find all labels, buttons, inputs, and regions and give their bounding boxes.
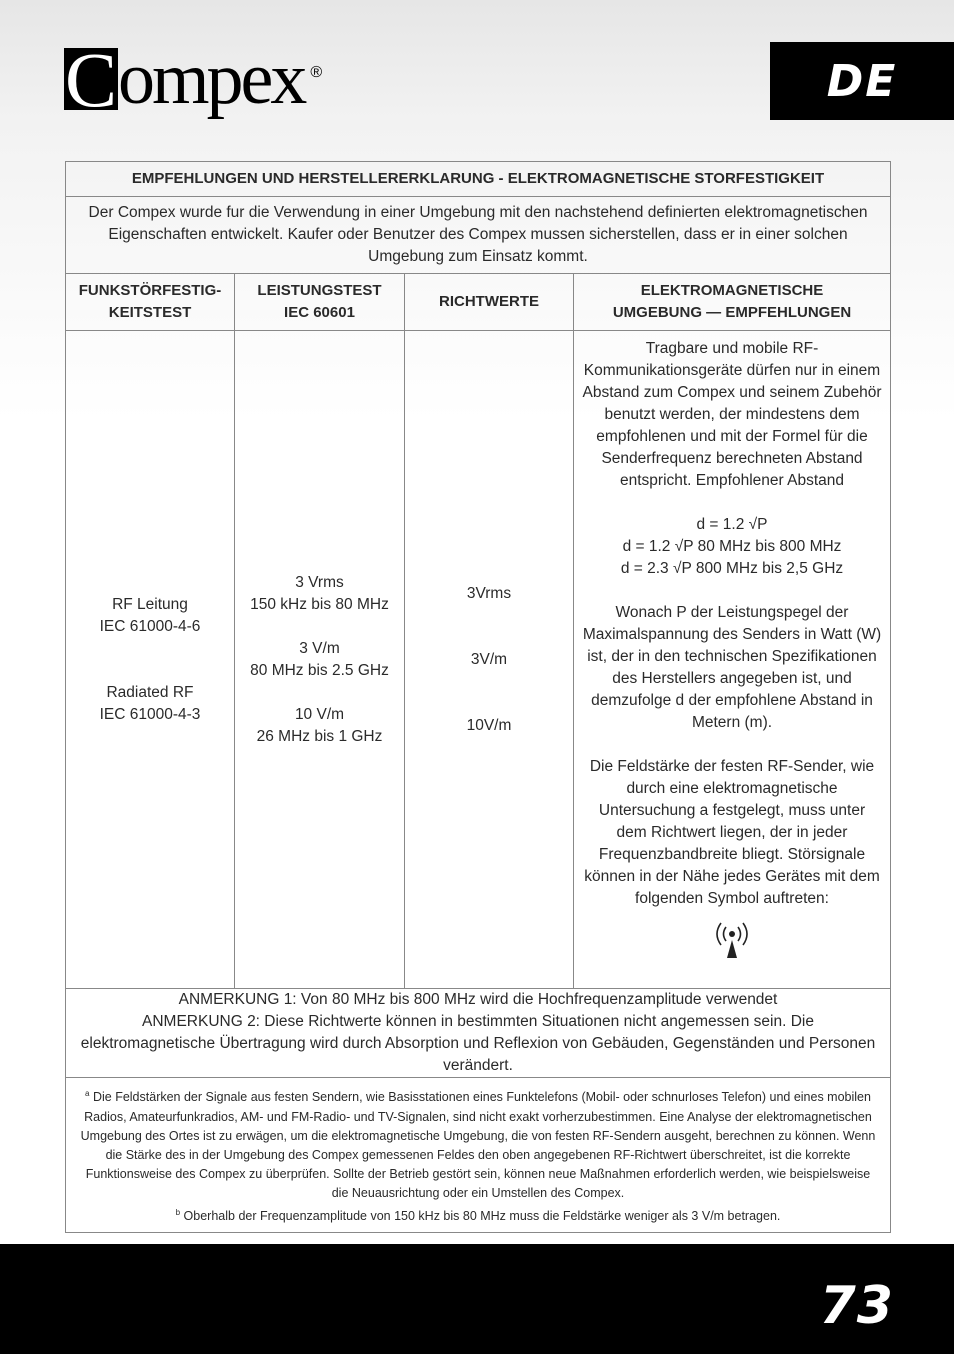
footnote-b-text: Oberhalb der Frequenzamplitude von 150 kHz bis 80 MHz muss die Feldstärke weniger als 3 V/m betragen. bbox=[183, 1208, 781, 1223]
formula-2: d = 1.2 √P 80 MHz bis 800 MHz bbox=[622, 538, 842, 555]
rf-radiated: Radiated RF bbox=[106, 683, 194, 701]
immunity-test-cell bbox=[66, 331, 235, 989]
environment-paragraph-2: Wonach P der Leistungspegel der Maximalspannung des Senders in Watt (W) ist, der in den technischen Spezifikationen des Herstellers angegeben ist, und demzufolge d der empfohlene Abstand in Metern (m). bbox=[582, 604, 882, 731]
test-level-2: 3 V/m bbox=[299, 639, 340, 657]
header-environment-line1: ELEKTROMAGNETISCHE bbox=[640, 282, 824, 299]
compliance-3: 10V/m bbox=[466, 716, 512, 734]
note-1: ANMERKUNG 1: Von 80 MHz bis 800 MHz wird die Hochfrequenzamplitude verwendet bbox=[178, 991, 778, 1008]
header-immunity-test bbox=[66, 274, 235, 331]
footnote-a bbox=[76, 1084, 880, 1202]
header-immunity-test-line2: KEITSTEST bbox=[108, 304, 192, 321]
test-level-1: 3 Vrms bbox=[295, 573, 344, 591]
environment-paragraph-1: Tragbare und mobile RF-Kommunikationsgeräte dürfen nur in einem Abstand zum Compex und seinem Zubehör benutzt werden, der mindestens dem empfohlenen und mit der Formel für die Senderfrequenz berechneten Abstand entspricht. Empfohlener Abstand bbox=[582, 340, 882, 489]
non-ionizing-radiation-icon bbox=[582, 918, 882, 969]
footnote-b-mark: b bbox=[175, 1207, 181, 1217]
environment-paragraph-3: Die Feldstärke der festen RF-Sender, wie durch eine elektromagnetische Untersuchung a festgelegt, muss unter dem Richtwert liegen, der in jeder Frequenzbandbreite bliegt. Störsignale können in der Nähe jedes Gerätes mit dem folgenden Symbol auftreten: bbox=[584, 758, 880, 907]
compliance-cell bbox=[405, 331, 574, 989]
compliance-2: 3V/m bbox=[470, 650, 508, 668]
registered-mark: ® bbox=[310, 64, 323, 81]
test-level-cell bbox=[235, 331, 405, 989]
test-level-3-range: 26 MHz bis 1 GHz bbox=[256, 727, 383, 745]
rf-radiated-standard: IEC 61000-4-3 bbox=[99, 705, 201, 723]
language-tab: DE bbox=[770, 42, 954, 120]
test-level-1-range: 150 kHz bis 80 MHz bbox=[250, 595, 389, 613]
notes-cell bbox=[66, 989, 891, 1078]
footnote-a-text: Die Feldstärken der Signale aus festen Sendern, wie Basisstationen eines Funktelefons (Mobil- oder schnurloses Telefon) und eines mobilen Radios, Amateurfunkradios, AM- und FM-Radio- und TV-Signalen, sind nicht exakt vorherzubestimmen. Eine Analyse der elektromagnetischen Umgebung des Ortes ist zu erwägen, um die elektromagnetische Umgebung, die von festen RF-Sendern ausgeht, berechnen zu können. Wenn die Stärke des in der Umgebung des Compex gemessenen Feldes den oben angegebenen RF-Richtwert überschreitet, ist die korrekte Funktionsweise des Compex zu überprüfen. Sollte der Betrieb gestört sein, können neue Maßnahmen erforderlich werden, wie beispielsweise die Neuausrichtung oder ein Umstellen des Compex. bbox=[80, 1090, 876, 1200]
table-intro: Der Compex wurde fur die Verwendung in einer Umgebung mit den nachstehend definierten elektromagnetischen Eigenschaften entwickelt. Kaufer oder Benutzer des Compex mussen sicherstellen, dass er in einer solchen Umgebung zum Einsatz kommt. bbox=[66, 197, 891, 274]
logo-initial: C bbox=[64, 48, 118, 110]
header-environment-line2: UMGEBUNG — EMPFEHLUNGEN bbox=[612, 304, 852, 321]
page-number: 73 bbox=[819, 1276, 894, 1336]
rf-conducted: RF Leitung bbox=[112, 595, 188, 613]
header-immunity-test-line1: FUNKSTÖRFESTIG- bbox=[78, 282, 222, 299]
logo-text: ompex bbox=[118, 38, 305, 120]
header-environment bbox=[574, 274, 891, 331]
table-title: EMPFEHLUNGEN UND HERSTELLERERKLARUNG - ELEKTROMAGNETISCHE STORFESTIGKEIT bbox=[66, 162, 891, 197]
header-test-level-line1: LEISTUNGSTEST bbox=[257, 282, 382, 299]
footer-bar bbox=[0, 1244, 954, 1354]
header-test-level bbox=[235, 274, 405, 331]
header-compliance: RICHTWERTE bbox=[405, 274, 574, 331]
compliance-1: 3Vrms bbox=[466, 584, 512, 602]
footnote-a-mark: a bbox=[85, 1089, 90, 1099]
note-2: ANMERKUNG 2: Diese Richtwerte können in bestimmten Situationen nicht angemessen sein. Die elektromagnetische Übertragung wird durch Absorption und Reflexion von Gebäuden, Gegenständen und Personen verändert. bbox=[80, 1013, 876, 1074]
emc-immunity-table bbox=[65, 161, 891, 1233]
header-test-level-line2: IEC 60601 bbox=[284, 304, 355, 321]
footnote-b bbox=[76, 1203, 880, 1226]
footnotes-cell bbox=[66, 1078, 891, 1233]
rf-conducted-standard: IEC 61000-4-6 bbox=[99, 617, 201, 635]
formula-1: d = 1.2 √P bbox=[696, 516, 768, 533]
test-level-2-range: 80 MHz bis 2.5 GHz bbox=[250, 661, 389, 679]
compex-logo bbox=[64, 38, 323, 122]
formula-3: d = 2.3 √P 800 MHz bis 2,5 GHz bbox=[620, 560, 844, 577]
test-level-3: 10 V/m bbox=[294, 705, 345, 723]
environment-cell bbox=[574, 331, 891, 989]
